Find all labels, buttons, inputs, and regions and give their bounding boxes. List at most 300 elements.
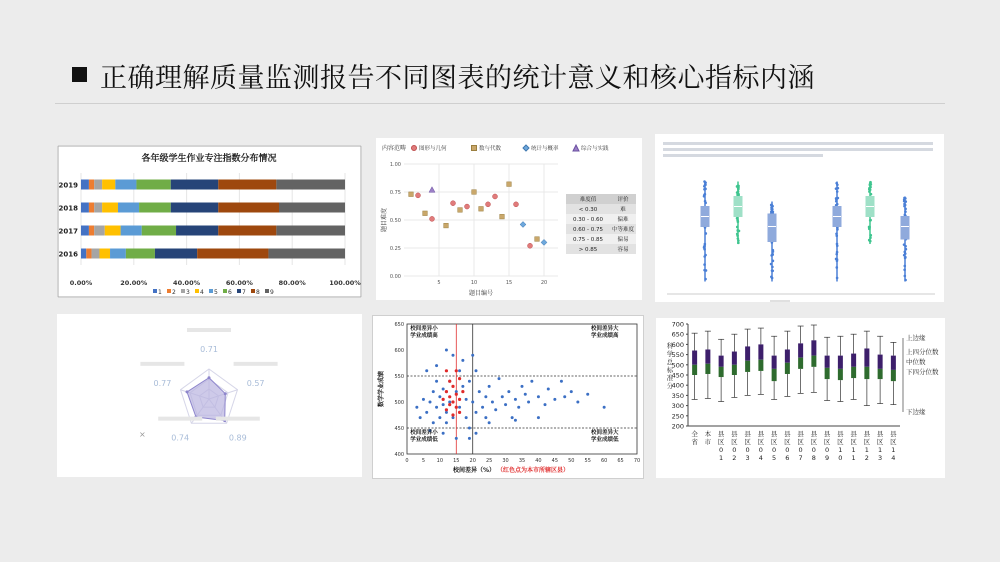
box-upper <box>692 351 697 365</box>
x-tick-label-char: 0 <box>758 446 763 454</box>
y-tick-label: 1.00 <box>389 162 401 168</box>
bar-segment <box>94 226 105 236</box>
radar-value-label: 0.89 <box>228 433 247 443</box>
x-tick-label: 0.00% <box>69 279 93 287</box>
slide-title: 正确理解质量监测报告不同图表的统计意义和核心指标内涵 <box>100 63 815 94</box>
box-lower <box>705 364 710 374</box>
outlier-point <box>704 184 707 187</box>
highlight-point <box>451 385 454 388</box>
x-axis-note: （红色点为本市所辖区县） <box>497 467 570 474</box>
bar-segment <box>81 180 89 190</box>
data-point <box>479 207 484 212</box>
table-cell: 容易 <box>617 247 629 253</box>
box-upper <box>719 356 724 367</box>
x-tick-label: 35 <box>518 458 526 464</box>
data-point <box>517 406 520 409</box>
y-tick-label: 600 <box>671 340 684 349</box>
y-tick-label: 0.00 <box>389 274 401 280</box>
outlier-point <box>736 217 739 220</box>
x-tick-label-char: 县 <box>744 430 751 438</box>
table-cell: 偏易 <box>617 237 629 243</box>
box-upper <box>798 343 803 357</box>
y-axis-label-char: 总 <box>666 358 674 366</box>
x-tick-label-char: 区 <box>784 438 791 446</box>
y-tick-label: 2017 <box>58 227 78 236</box>
outlier-point <box>772 260 775 263</box>
legend-marker <box>472 146 477 151</box>
outlier-point <box>835 197 838 200</box>
outlier-point <box>903 265 906 268</box>
data-point <box>468 427 471 430</box>
data-point <box>475 411 478 414</box>
x-tick-label-char: 1 <box>838 446 843 454</box>
bar-segment <box>89 203 94 213</box>
data-point <box>484 395 487 398</box>
radar-value-label: 0.77 <box>153 378 172 388</box>
y-tick-label: 0.50 <box>389 218 401 224</box>
x-tick-label: 10 <box>470 280 478 286</box>
x-tick-label-char: 0 <box>811 446 816 454</box>
y-tick-label: 650 <box>394 322 404 328</box>
box-lower <box>825 368 830 379</box>
x-tick-label-char: 1 <box>891 446 896 454</box>
box-upper <box>838 356 843 369</box>
y-tick-label: 0.75 <box>389 190 401 196</box>
x-tick-label-char: 县 <box>876 430 884 438</box>
outlier-point <box>836 190 839 193</box>
data-point <box>488 421 491 424</box>
data-point <box>586 393 589 396</box>
quadrant-label: 学业成绩低 <box>410 437 438 443</box>
highlight-point <box>458 377 461 380</box>
data-point <box>472 190 477 195</box>
bar-segment <box>118 203 139 213</box>
outlier-point <box>772 250 775 253</box>
outlier-point <box>903 203 906 206</box>
data-point <box>465 204 470 209</box>
data-point <box>461 385 464 388</box>
outlier-point <box>771 266 774 269</box>
table-header-cell: 评价 <box>617 197 629 203</box>
bar-segment <box>81 203 89 213</box>
x-tick-label-char: 县 <box>823 430 831 438</box>
box-lower <box>692 365 697 375</box>
legend-swatch <box>251 289 255 293</box>
x-tick-label: 65 <box>617 458 624 464</box>
data-point <box>530 380 533 383</box>
legend-swatch <box>265 289 269 293</box>
bar-segment <box>94 203 102 213</box>
outlier-point <box>771 205 774 208</box>
caption-line <box>663 148 933 151</box>
outlier-point <box>736 233 739 236</box>
x-tick-label: 60.00% <box>225 279 253 287</box>
axis-label-placeholder <box>234 362 278 366</box>
legend-label: 图形与几何 <box>419 146 447 152</box>
outlier-point <box>705 232 708 235</box>
highlight-point <box>455 406 458 409</box>
close-marker-icon: × <box>139 430 146 439</box>
bar-segment <box>197 249 268 259</box>
data-point <box>429 401 432 404</box>
legend-label: 统计与概率 <box>531 146 559 152</box>
bar-segment <box>86 249 91 259</box>
legend-label: 6 <box>228 289 232 296</box>
x-tick-label: 20 <box>540 280 548 286</box>
data-point <box>481 406 484 409</box>
legend-label: 9 <box>270 289 274 296</box>
bar-segment <box>139 203 171 213</box>
data-point <box>544 403 547 406</box>
outlier-point <box>835 200 838 203</box>
legend-swatch <box>195 289 199 293</box>
legend-label: 7 <box>242 289 246 296</box>
box-lower <box>851 367 856 378</box>
data-point <box>465 398 468 401</box>
data-point <box>514 398 517 401</box>
quadrant-label: 校间差异小 <box>410 430 438 436</box>
data-point <box>471 401 474 404</box>
highlight-point <box>448 395 451 398</box>
highlight-point <box>445 408 448 411</box>
highlight-point <box>445 390 448 393</box>
x-tick-label: 55 <box>584 458 591 464</box>
data-point <box>415 406 418 409</box>
data-point <box>423 211 428 216</box>
x-tick-label-char: 县 <box>784 430 791 438</box>
outlier-point <box>704 193 707 196</box>
x-tick-label-char: 0 <box>838 454 843 462</box>
radar-point <box>224 392 227 395</box>
outlier-point <box>869 219 872 222</box>
legend-title: 内容范畴 <box>382 145 407 152</box>
x-tick-label: 45 <box>551 458 559 464</box>
x-tick-label-char: 区 <box>744 438 751 446</box>
outlier-boxplot-panel <box>655 134 944 302</box>
radar-value-label: 0.71 <box>200 345 218 354</box>
outlier-point <box>903 243 906 246</box>
legend-label: 1 <box>158 289 162 296</box>
outlier-point <box>869 189 872 192</box>
highlight-point <box>445 369 448 372</box>
highlight-point <box>455 393 458 396</box>
x-tick-label-char: 2 <box>864 454 869 462</box>
legend-label: 3 <box>186 289 190 296</box>
data-point <box>511 416 514 419</box>
box-lower <box>891 370 896 381</box>
radar-value-label: 0.57 <box>246 378 265 388</box>
x-tick-label: 60 <box>600 458 608 464</box>
outlier-point <box>835 253 838 256</box>
data-point <box>484 416 487 419</box>
table-cell: 0.75 - 0.85 <box>573 237 603 243</box>
x-tick-label-char: 0 <box>785 446 790 454</box>
data-point <box>475 432 478 435</box>
outlier-point <box>704 200 707 203</box>
data-point <box>524 393 527 396</box>
highlight-point <box>461 390 464 393</box>
bar-segment <box>99 249 110 259</box>
highlight-point <box>458 411 461 414</box>
data-point <box>603 406 606 409</box>
outlier-point <box>904 275 907 278</box>
table-cell: 0.60 - 0.75 <box>573 227 603 233</box>
box-upper <box>745 346 750 360</box>
bar-segment <box>155 249 197 259</box>
quadrant-label: 学业成绩低 <box>591 437 619 443</box>
x-tick-label-char: 区 <box>837 438 844 446</box>
outlier-point <box>770 275 773 278</box>
outlier-point <box>704 254 707 257</box>
data-point <box>432 421 435 424</box>
quadrant-label: 校间差异小 <box>410 326 438 332</box>
box-upper <box>825 356 830 368</box>
legend-label: 5 <box>214 289 218 296</box>
x-tick-label: 25 <box>485 458 493 464</box>
quadrant-scatter-panel <box>372 315 644 479</box>
data-point <box>471 354 474 357</box>
legend-swatch <box>237 289 241 293</box>
outlier-point <box>770 263 773 266</box>
district-boxplot-chart <box>656 318 945 478</box>
outlier-point <box>835 266 838 269</box>
x-tick-label-char: 区 <box>797 438 804 446</box>
bar-segment <box>218 226 276 236</box>
y-tick-label: 600 <box>394 348 404 354</box>
data-point <box>553 398 556 401</box>
y-axis-label-char: 标 <box>666 366 674 374</box>
x-tick-label-char: 8 <box>811 454 816 462</box>
y-axis-label: 数学学业成绩 <box>378 370 385 408</box>
outlier-point <box>869 183 872 186</box>
data-point <box>560 380 563 383</box>
data-point <box>442 403 445 406</box>
table-cell: < 0.30 <box>578 207 598 213</box>
data-point <box>501 395 504 398</box>
outlier-point <box>737 230 740 233</box>
legend-swatch <box>153 289 157 293</box>
data-point <box>458 406 461 409</box>
box-lower <box>785 363 790 374</box>
caption-line <box>663 142 933 145</box>
bar-segment <box>276 180 345 190</box>
data-point <box>416 193 421 198</box>
data-point <box>507 390 510 393</box>
box-lower <box>864 367 869 379</box>
difficulty-scatter-chart <box>376 138 642 300</box>
data-point <box>500 214 505 219</box>
data-point <box>563 395 566 398</box>
x-tick-label-char: 区 <box>876 438 884 446</box>
outlier-point <box>836 244 839 247</box>
radar-chart <box>57 314 362 477</box>
data-point <box>435 380 438 383</box>
outlier-point <box>704 278 707 281</box>
data-point <box>493 194 498 199</box>
x-tick-label-char: 3 <box>745 454 750 462</box>
legend-line <box>770 300 790 302</box>
bar-segment <box>89 180 94 190</box>
axis-label-placeholder <box>140 362 184 366</box>
table-cell: 0.30 - 0.60 <box>573 217 603 223</box>
quadrant-label: 校间差异大 <box>591 430 619 436</box>
box-lower <box>732 365 737 375</box>
legend-label: 8 <box>256 289 260 296</box>
x-tick-label-char: 区 <box>731 438 738 446</box>
header-divider <box>55 103 945 104</box>
x-tick-label: 70 <box>633 458 641 464</box>
x-tick-label-char: 1 <box>851 454 856 462</box>
outlier-point <box>904 210 907 213</box>
data-point <box>432 390 435 393</box>
data-point <box>425 369 428 372</box>
y-tick-label: 300 <box>671 402 684 411</box>
table-cell: 偏难 <box>617 217 629 223</box>
x-tick-label-char: 县 <box>770 430 778 438</box>
bar-segment <box>89 226 94 236</box>
bar-segment <box>136 180 170 190</box>
bar-segment <box>268 249 345 259</box>
annotation-label: 上四分位数 <box>906 348 939 356</box>
data-point <box>486 202 491 207</box>
y-tick-label: 400 <box>394 452 404 458</box>
data-point <box>438 395 441 398</box>
data-point <box>409 192 414 197</box>
x-tick-label-char: 0 <box>798 446 803 454</box>
outlier-point <box>869 237 872 240</box>
data-point <box>455 437 458 440</box>
y-axis-label-char: 准 <box>666 374 674 382</box>
x-tick-label-char: 1 <box>719 454 724 462</box>
x-tick-label-char: 县 <box>717 430 725 438</box>
x-tick-label-char: 4 <box>758 454 763 462</box>
box-upper <box>785 350 790 363</box>
y-tick-label: 2016 <box>58 250 78 259</box>
y-tick-label: 550 <box>671 351 684 360</box>
x-tick-label-char: 7 <box>798 454 803 462</box>
outlier-point <box>904 200 907 203</box>
quadrant-scatter-chart <box>373 316 643 478</box>
title-bullet-icon <box>72 67 87 82</box>
outlier-point <box>737 193 740 196</box>
box-upper <box>758 344 763 359</box>
data-point <box>576 401 579 404</box>
x-tick-label-char: 区 <box>890 438 897 446</box>
bar-segment <box>218 203 279 213</box>
data-point <box>419 416 422 419</box>
x-tick-label: 30 <box>502 458 509 464</box>
outlier-point <box>703 263 706 266</box>
radar-area <box>187 378 225 421</box>
data-point <box>494 408 497 411</box>
stacked-bar-chart <box>57 145 362 298</box>
bar-segment <box>110 249 126 259</box>
box-lower <box>772 369 777 381</box>
x-tick-label-char: 本 <box>704 430 712 438</box>
legend-marker <box>412 146 417 151</box>
data-point <box>435 406 438 409</box>
bar-segment <box>102 203 118 213</box>
x-tick-label-char: 县 <box>731 430 738 438</box>
x-tick-label: 5 <box>437 280 441 286</box>
box-upper <box>851 354 856 367</box>
y-tick-label: 350 <box>671 391 684 400</box>
bar-segment <box>81 249 86 259</box>
data-point <box>442 432 445 435</box>
y-tick-label: 500 <box>671 361 684 370</box>
x-tick-label: 80.00% <box>278 279 306 287</box>
x-tick-label-char: 县 <box>863 430 871 438</box>
y-tick-label: 2019 <box>58 181 78 190</box>
box-upper <box>891 356 896 370</box>
table-cell: 中等难度 <box>611 227 635 233</box>
highlight-point <box>451 400 454 403</box>
data-point <box>475 369 478 372</box>
data-point <box>547 388 550 391</box>
legend-swatch <box>167 289 171 293</box>
x-tick-label-char: 6 <box>785 454 790 462</box>
radar-value-label: 0.74 <box>171 433 190 443</box>
x-tick-label-char: 县 <box>850 430 857 438</box>
y-tick-label: 400 <box>671 381 684 390</box>
outlier-point <box>736 185 739 188</box>
y-tick-label: 0.25 <box>389 246 401 252</box>
x-tick-label-char: 市 <box>704 438 712 446</box>
x-tick-label-char: 0 <box>745 446 750 454</box>
data-point <box>422 398 425 401</box>
bar-segment <box>115 180 136 190</box>
y-tick-label: 200 <box>671 422 684 431</box>
outlier-point <box>904 279 907 282</box>
outlier-point <box>770 208 773 211</box>
table-header-cell: 难度值 <box>579 197 597 203</box>
data-point <box>478 390 481 393</box>
data-point <box>444 223 449 228</box>
box-lower <box>798 358 803 369</box>
x-tick-label: 15 <box>453 458 460 464</box>
data-point <box>451 201 456 206</box>
legend-swatch <box>181 289 185 293</box>
x-tick-label-char: 县 <box>797 430 804 438</box>
x-axis-label: 题目编号 <box>468 290 494 297</box>
x-tick-label: 10 <box>436 458 444 464</box>
bar-segment <box>142 226 176 236</box>
annotation-label: 下四分位数 <box>906 368 939 376</box>
outlier-point <box>835 187 838 190</box>
bar-segment <box>171 180 219 190</box>
x-tick-label-char: 全 <box>691 430 698 438</box>
x-tick-label-char: 区 <box>823 438 831 446</box>
outlier-point <box>905 248 908 251</box>
data-point <box>468 380 471 383</box>
outlier-point <box>703 246 706 249</box>
x-tick-label: 0 <box>405 458 409 464</box>
x-tick-label-char: 县 <box>810 430 818 438</box>
legend-marker <box>573 145 579 151</box>
data-point <box>535 237 540 242</box>
x-tick-label: 20.00% <box>120 279 148 287</box>
outlier-point <box>771 253 774 256</box>
data-point <box>521 385 524 388</box>
axis-label-placeholder <box>158 417 202 421</box>
box-upper <box>772 356 777 369</box>
data-point <box>445 421 448 424</box>
box-lower <box>745 361 750 372</box>
x-tick-label-char: 区 <box>770 438 778 446</box>
outlier-point <box>870 193 873 196</box>
outlier-point <box>903 254 906 257</box>
box-upper <box>732 352 737 365</box>
